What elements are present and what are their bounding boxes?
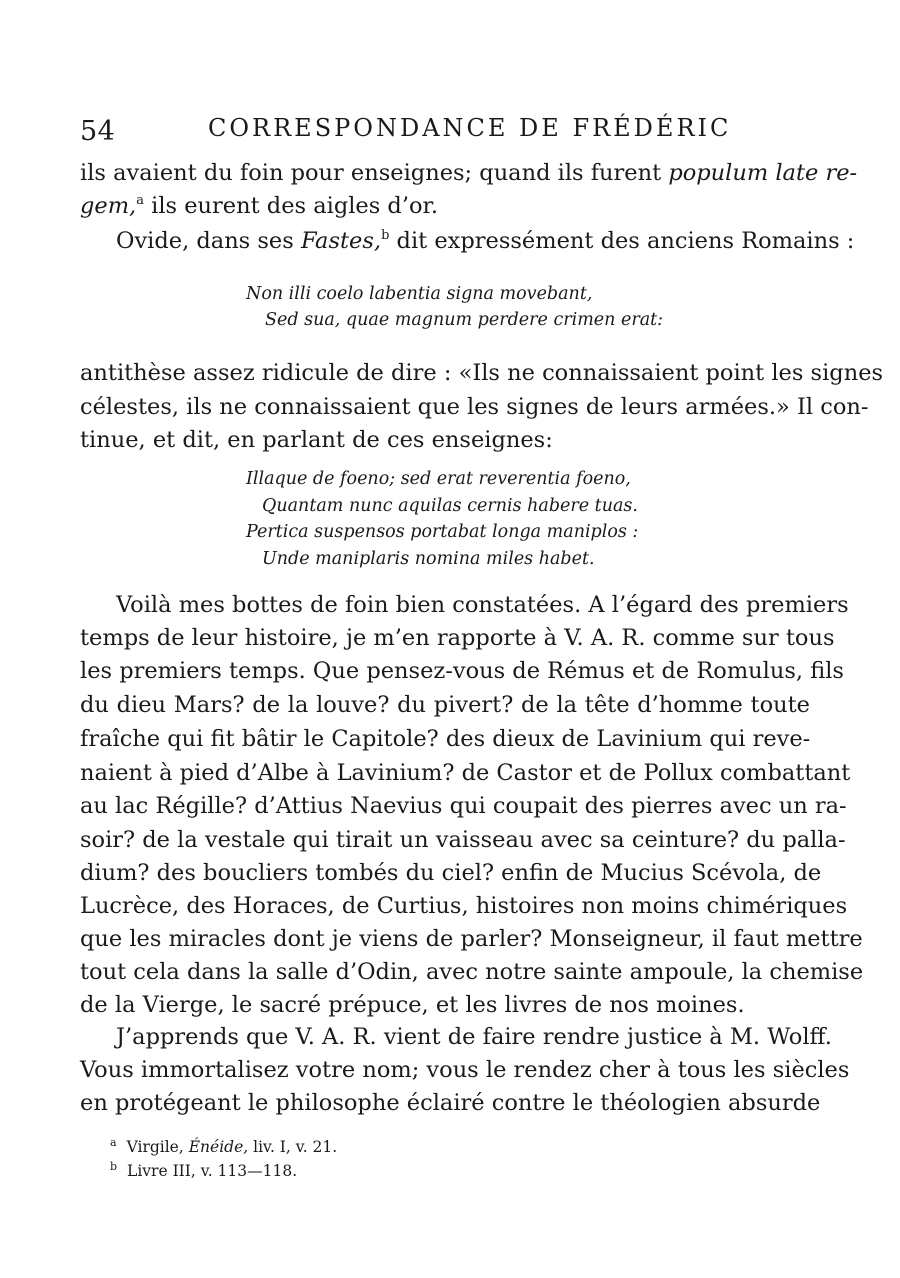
verse-line: Quantam nunc aquilas cernis habere tuas. [262, 496, 638, 516]
text-line: gem,$^a$ ils eurent des aigles d’or. [80, 193, 438, 219]
text-line: J’apprends que V. A. R. vient de faire rendre justice à M. Wolff. [116, 1024, 832, 1050]
footnote-ref: a [136, 193, 144, 208]
running-header [80, 108, 820, 148]
italic-text: populum late re- [668, 160, 858, 186]
text-line: Voilà mes bottes de foin bien constatées. A l’égard des premiers [116, 592, 849, 618]
text-line: temps de leur histoire, je m’en rapporte à V. A. R. comme sur tous [80, 625, 835, 651]
text-line: Ovide, dans ses Fastes,$^b$ dit expressément des anciens Romains : [116, 228, 855, 254]
footnote-mark: a [110, 1136, 117, 1149]
footnote: $^a$ Virgile, Énéide, liv. I, v. 21. [110, 1136, 338, 1156]
text-line: soir? de la vestale qui tirait un vaisseau avec sa ceinture? du palla- [80, 827, 846, 853]
verse-line: Unde maniplaris nomina miles habet. [262, 549, 595, 569]
text-line: dium? des boucliers tombés du ciel? enfin de Mucius Scévola, de [80, 860, 822, 886]
text-line: naient à pied d’Albe à Lavinium? de Castor et de Pollux combattant [80, 760, 851, 786]
text-line: au lac Régille? d’Attius Naevius qui coupait des pierres avec un ra- [80, 793, 847, 819]
verse-line: Non illi coelo labentia signa movebant, [246, 284, 593, 304]
text-line: que les miracles dont je viens de parler? Monseigneur, il faut mettre [80, 926, 863, 952]
text-line: Lucrèce, des Horaces, de Curtius, histoires non moins chimériques [80, 893, 848, 919]
running-title: CORRESPONDANCE DE FRÉDÉRIC [208, 114, 732, 142]
text-line: Vous immortalisez votre nom; vous le rendez cher à tous les siècles [80, 1057, 850, 1083]
footnote: $^b$ Livre III, v. 113—118. [110, 1160, 298, 1180]
text-line: célestes, ils ne connaissaient que les signes de leurs armées.» Il con- [80, 394, 869, 420]
page-number: 54 [80, 116, 116, 147]
verse-line: Pertica suspensos portabat longa maniplos : [246, 522, 639, 542]
text-line: du dieu Mars? de la louve? du pivert? de la tête d’homme toute [80, 692, 810, 718]
text-line: tout cela dans la salle d’Odin, avec notre sainte ampoule, la chemise [80, 959, 864, 985]
footnote-ref: b [381, 228, 390, 243]
footnote-mark: b [110, 1160, 118, 1173]
text-line: tinue, et dit, en parlant de ces enseignes: [80, 427, 553, 453]
italic-text: gem, [80, 193, 137, 219]
text-line: en protégeant le philosophe éclairé contre le théologien absurde [80, 1090, 821, 1116]
text-line: antithèse assez ridicule de dire : «Ils ne connaissaient point les signes [80, 360, 884, 386]
text-line: fraîche qui fit bâtir le Capitole? des dieux de Lavinium qui reve- [80, 726, 811, 752]
text-line: ils avaient du foin pour enseignes; quand ils furent populum late re- [80, 160, 858, 186]
text-line: les premiers temps. Que pensez-vous de Rémus et de Romulus, fils [80, 658, 844, 684]
verse-line: Illaque de foeno; sed erat reverentia foeno, [246, 469, 631, 489]
text-line: de la Vierge, le sacré prépuce, et les livres de nos moines. [80, 992, 745, 1018]
verse-line: Sed sua, quae magnum perdere crimen erat: [265, 310, 664, 330]
italic-text: Fastes, [300, 228, 382, 254]
